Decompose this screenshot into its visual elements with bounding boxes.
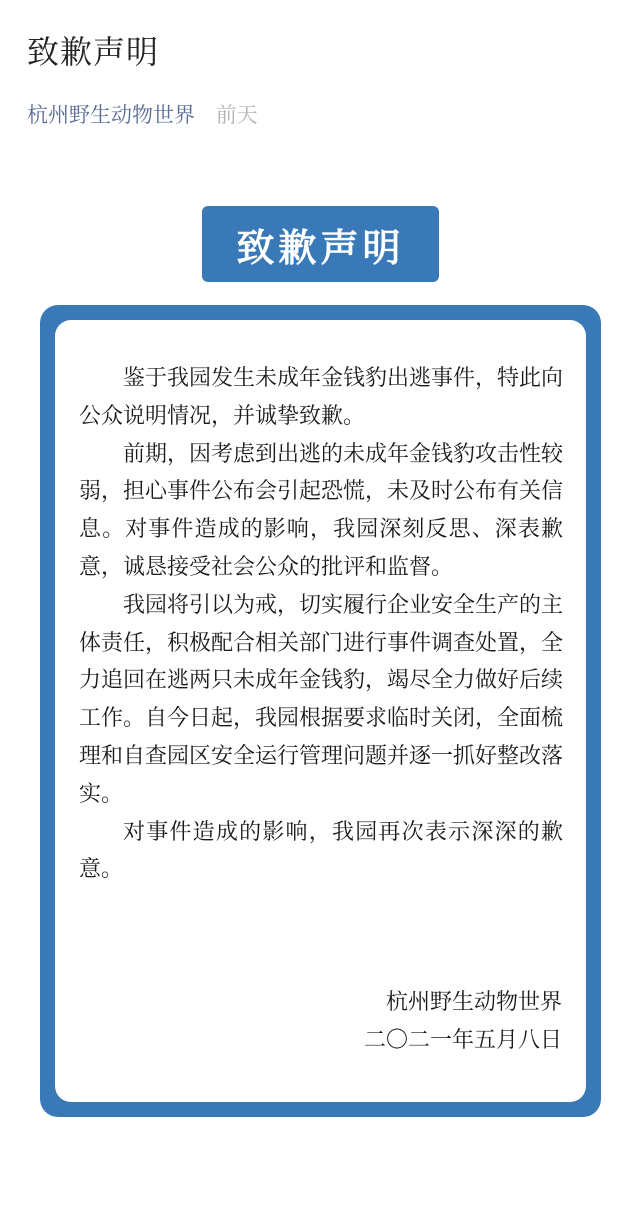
letter-paragraph-4: 对事件造成的影响，我园再次表示深深的歉意。 xyxy=(79,819,563,883)
signature-organization: 杭州野生动物世界 xyxy=(385,990,562,1015)
publish-time: 前天 xyxy=(215,103,258,127)
statement-banner xyxy=(202,206,439,282)
letter-body xyxy=(79,360,563,889)
letter-paragraph-2: 前期，因考虑到出逃的未成年金钱豹攻击性较弱，担心事件公布会引起恐慌，未及时公布有关信息。对事件造成的影响，我园深刻反思、深表歉意，诚恳接受社会公众的批评和监督。 xyxy=(79,441,564,580)
article-title: 致歉声明 xyxy=(27,33,160,71)
letter-signature xyxy=(364,984,562,1060)
letter-paragraph-1: 鉴于我园发生未成年金钱豹出逃事件，特此向公众说明情况，并诚挚致歉。 xyxy=(79,366,564,429)
signature-date: 二〇二一年五月八日 xyxy=(363,1027,562,1053)
letter-card xyxy=(55,320,586,1102)
letter-paragraph-3: 我园将引以为戒，切实履行企业安全生产的主体责任，积极配合相关部门进行事件调查处置，全力追回在逃两只未成年金钱豹，竭尽全力做好后续工作。自今日起，我园根据要求临时关闭，全面梳理和自查园区安全运行管理问题并逐一抓好整改落实。 xyxy=(79,592,564,807)
article-meta xyxy=(27,100,258,130)
account-name-link[interactable]: 杭州野生动物世界 xyxy=(27,103,195,127)
banner-title: 致歉声明 xyxy=(236,225,405,270)
